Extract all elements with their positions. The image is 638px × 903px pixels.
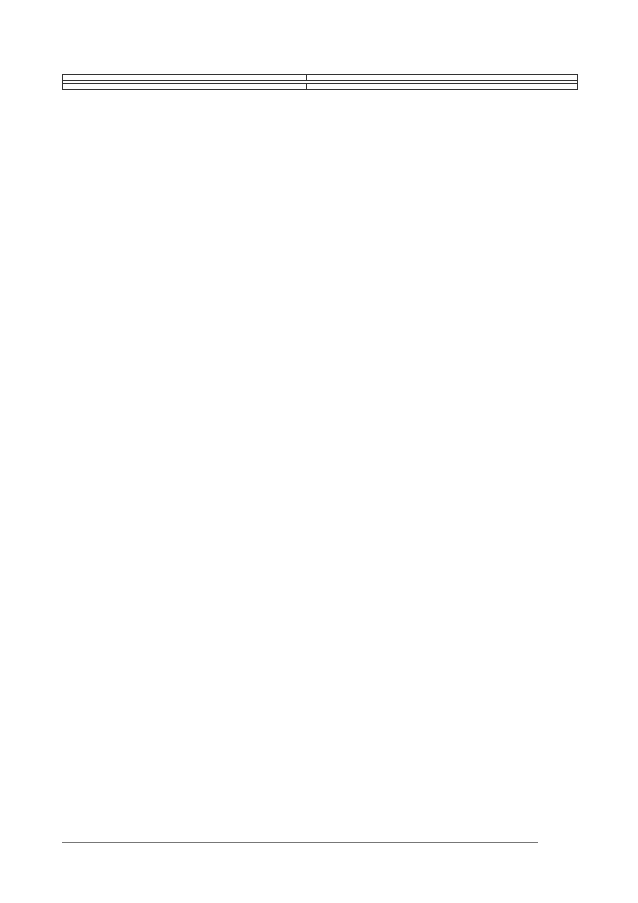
footer-divider <box>62 842 538 843</box>
dialogue-column <box>307 84 577 89</box>
speaker-cell <box>63 84 307 90</box>
speaker-column <box>63 84 306 85</box>
script-table <box>62 74 578 90</box>
top-dialogue-lines <box>307 75 577 80</box>
table-row-dialogue <box>63 84 578 90</box>
dialogue-cell <box>307 84 578 90</box>
